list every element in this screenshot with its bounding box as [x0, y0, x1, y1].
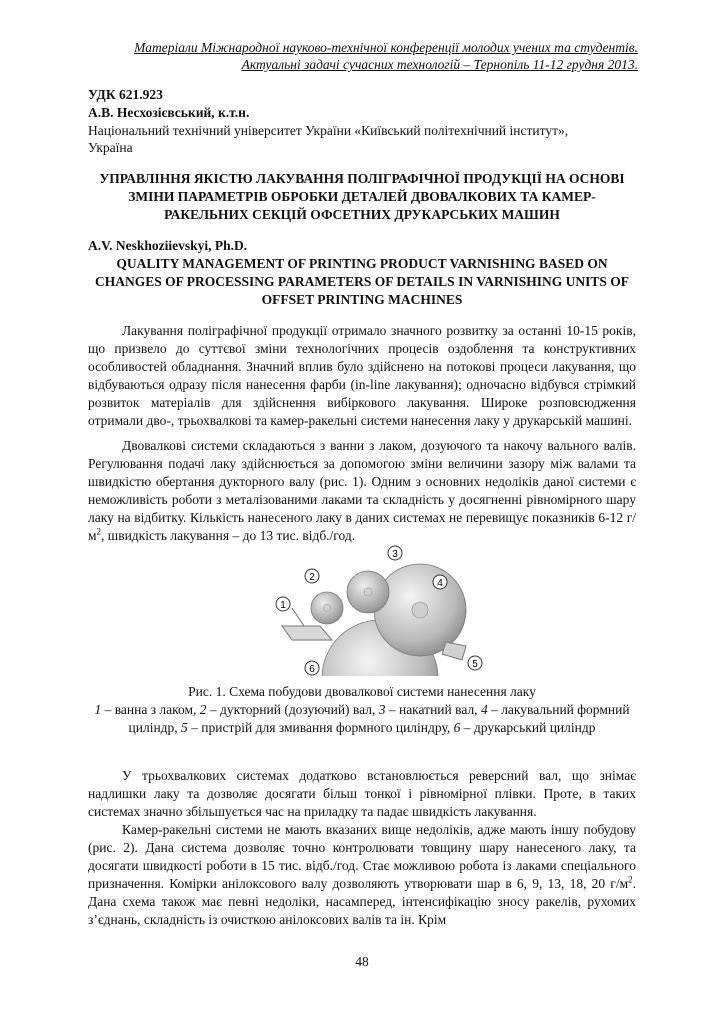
label-2: 2	[309, 572, 315, 583]
author-en: A.V. Neskhoziievskyi, Ph.D.	[88, 238, 248, 253]
legend-text-5: – пристрій для змивання формного циліндру,	[187, 720, 454, 735]
running-header-line1: Матеріали Міжнародної науково-технічної конференції молодих учених та студентів.	[134, 40, 638, 55]
legend-text-6: – друкарський циліндр	[460, 720, 596, 735]
label-5: 5	[472, 659, 478, 670]
figure-caption: Рис. 1. Схема побудови двовалкової системи нанесення лаку	[188, 684, 536, 699]
legend-text-3: – накатний вал,	[385, 702, 481, 717]
label-4: 4	[437, 578, 443, 589]
author-ua: А.В. Несхозієвський, к.т.н.	[88, 105, 250, 120]
affiliation-line2: Україна	[88, 140, 133, 155]
legend-num-6: 6	[453, 720, 461, 735]
paragraph-4-superscript: 2	[628, 874, 633, 885]
label-badge-5	[468, 656, 482, 670]
title-en: QUALITY MANAGEMENT OF PRINTING PRODUCT VARNISHING BASED ON CHANGES OF PROCESSING PARAMETERS OF DETAILS IN VARNISHING UNITS OF OFFSET PRINTING MACHINES	[95, 256, 629, 307]
legend-num-4: 4	[480, 702, 488, 717]
label-badge-6	[305, 661, 319, 675]
paragraph-2-text: Двовалкові системи складаються з ванни з лаком, дозуючого та накочу вального валів. Регулювання подачі лаку здійснюється за допомогою зміни величини зазору між валами та швидкістю обертання дукторного валу (рис. 1). Одним з основних недоліків даної системи є неможливість роботи з металізованими лаками та складність у досягненні рівномірного шару лаку на відбитку. Кількість нанесеного лаку в даних системах не перевищує показників 6-12 г/м	[88, 438, 636, 543]
legend-num-5: 5	[181, 720, 188, 735]
label-6: 6	[309, 664, 315, 675]
paragraph-2	[88, 437, 636, 545]
page-number: 48	[355, 954, 369, 969]
legend-num-1: 1	[94, 702, 102, 717]
label-badge-3	[388, 546, 402, 560]
title-ua: УПРАВЛІННЯ ЯКІСТЮ ЛАКУВАННЯ ПОЛІГРАФІЧНОЇ ПРОДУКЦІЇ НА ОСНОВІ ЗМІНИ ПАРАМЕТРІВ ОБРОБКИ ДЕТАЛЕЙ ДВОВАЛКОВИХ ТА КАМЕР-РАКЕЛЬНИХ СЕКЦІЙ ОФСЕТНИХ ДРУКАРСЬКИХ МАШИН	[99, 171, 625, 222]
legend-num-2: 2	[199, 702, 207, 717]
washing-device-shape	[442, 642, 466, 660]
varnish-tray-shape	[282, 626, 332, 640]
udc-code: УДК 621.923	[88, 87, 163, 102]
tray-leader-line	[292, 608, 304, 626]
running-header-line2: Актуальні задачі сучасних технологій – Тернопіль 11-12 грудня 2013.	[241, 57, 638, 72]
legend-num-3: 3	[378, 702, 386, 717]
metering-roller-hub	[324, 605, 331, 612]
legend-text-4: – лакувальний формний циліндр,	[128, 702, 630, 735]
paragraph-4-text: Камер-ракельні системи не мають вказаних вище недоліків, адже мають іншу побудову (рис. 2). Дана система дозволяє точно контролювати товщину шару нанесеного лаку, та досягати швидкості роботи в 15 тис. відб./год. Стає можливою робота із лаками спеціального призначення. Комірки анілоксового валу дозволяють утворювати шар в 6, 9, 13, 18, 20 г/м	[88, 822, 636, 891]
figure-legend	[88, 701, 636, 737]
paragraph-2-superscript: 2	[96, 526, 102, 537]
paragraph-3: У трьохвалкових системах додатково встановлюється реверсний вал, що знімає надлишки лаку та дозволяє досягати більш тонкої і рівномірної плівки. Проте, в таких системах значно збільшується час на приладку та падає швидкість лакування.	[88, 768, 636, 819]
label-3: 3	[392, 549, 398, 560]
legend-text-2: – дукторний (дозуючий) вал,	[206, 702, 379, 717]
paragraph-1: Лакування поліграфічної продукції отримало значного розвитку за останні 10-15 років, що призвело до суттєвої зміни технологічних процесів оздоблення та конструктивних особливостей обладнання. Значний вплив було здійснено на потокові процеси лакування, що відбуваються одразу після нанесення фарби (in-line лакування); одночасно відбувся стрімкий розвиток матеріалів для здійснення вибіркового лакування. Широке розповсюдження отримали дво-, трьохвалкові та камер-ракельні системи нанесення лаку у друкарській машині.	[88, 323, 636, 428]
paragraph-2-text-end: , швидкість лакування – до 13 тис. відб./год.	[101, 528, 356, 543]
label-badge-2	[305, 569, 319, 583]
label-1: 1	[280, 600, 286, 611]
affiliation-line1: Національний технічний університет України «Київський політехнічний інститут»,	[88, 123, 569, 138]
applicator-roller-hub	[364, 588, 372, 596]
paragraph-4	[88, 821, 636, 929]
varnishing-unit-figure	[270, 542, 490, 676]
label-badge-4	[433, 575, 447, 589]
paragraph-4-text-end: . Дана схема також має певні недоліки, насамперед, інтенсифікацію зносу ракелів, рухомих з’єднань, складність із очисткою анілоксових валів та ін. Крім	[88, 876, 636, 927]
legend-text-1: – ванна з лаком,	[101, 702, 200, 717]
plate-cylinder-hub	[412, 602, 428, 618]
label-badge-1	[276, 597, 290, 611]
